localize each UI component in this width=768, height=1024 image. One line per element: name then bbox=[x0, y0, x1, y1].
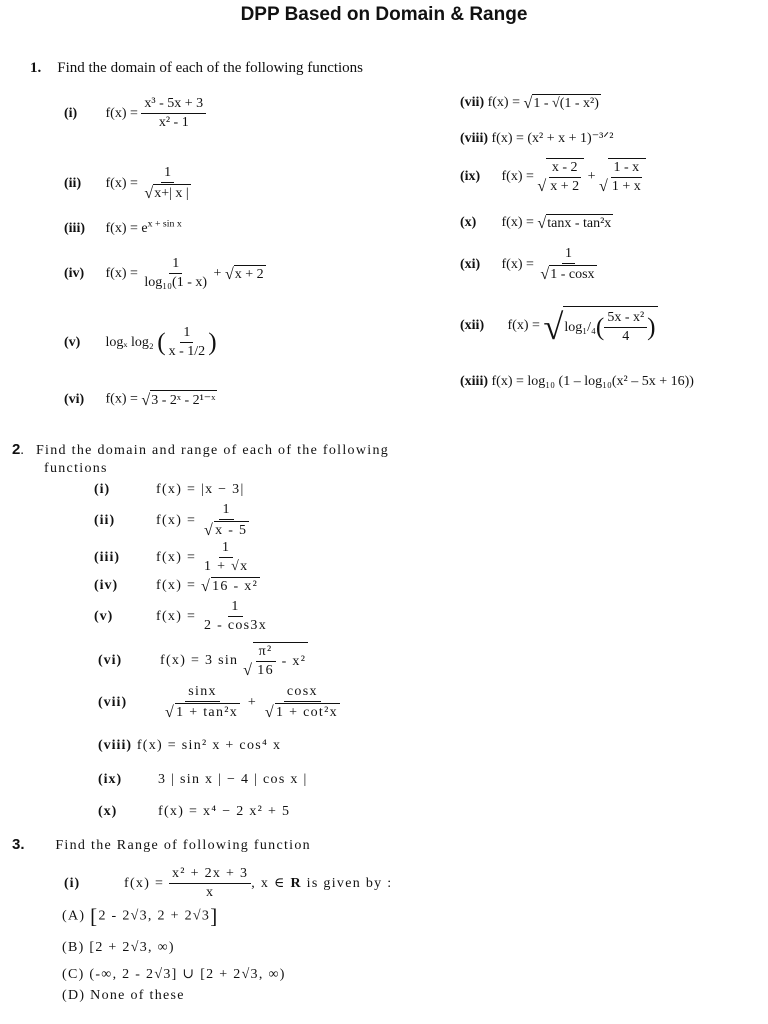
item-label: (v) bbox=[64, 334, 81, 350]
q2-item-vi bbox=[98, 642, 308, 679]
radical-sign-icon: √ bbox=[224, 265, 234, 283]
square-root bbox=[537, 214, 613, 232]
q1-item-xiii bbox=[460, 374, 694, 390]
fraction bbox=[166, 325, 209, 360]
exponent: x + sin x bbox=[147, 218, 182, 230]
fraction bbox=[162, 684, 243, 721]
expression: f(x) = x⁴ − 2 x² + 5 bbox=[158, 804, 291, 819]
expr-prefix: f(x) = bbox=[156, 549, 201, 565]
square-root bbox=[243, 642, 308, 679]
fraction bbox=[169, 866, 251, 901]
item-label: (x) bbox=[460, 215, 477, 231]
square-root bbox=[599, 158, 646, 195]
q3-option-d[interactable] bbox=[62, 988, 185, 1004]
fraction bbox=[547, 160, 582, 195]
denominator: x - 5 bbox=[215, 523, 248, 539]
radical-sign-icon: √ bbox=[537, 178, 547, 196]
q2-item-vii bbox=[98, 684, 343, 721]
expr-prefix: f(x) = bbox=[105, 105, 142, 121]
expr-prefix: f(x) = bbox=[156, 578, 201, 594]
item-label: (ix) bbox=[460, 168, 481, 184]
square-root bbox=[141, 390, 217, 409]
square-root bbox=[543, 306, 657, 345]
question-text: Find the Range of following function bbox=[55, 838, 311, 853]
expr-prefix: f(x) = 3 sin bbox=[160, 652, 244, 668]
item-label: (vii) bbox=[460, 95, 485, 111]
option-label: (D) bbox=[62, 988, 86, 1003]
q2-item-iii bbox=[94, 540, 251, 575]
real-numbers-set: R bbox=[290, 875, 302, 891]
radicand: 1 - √(1 - x²) bbox=[533, 96, 599, 111]
q2-item-x bbox=[98, 804, 290, 820]
radical-sign-icon: √ bbox=[537, 214, 547, 232]
item-label: (xiii) bbox=[460, 374, 488, 389]
item-label: (i) bbox=[94, 482, 111, 497]
square-root bbox=[537, 158, 584, 195]
option-label: (B) bbox=[62, 940, 85, 955]
item-label: (x) bbox=[98, 804, 118, 819]
item-label: (viii) bbox=[460, 131, 488, 146]
radicand: tanx - tan²x bbox=[547, 216, 612, 231]
item-label: (xi) bbox=[460, 256, 481, 272]
q2-item-viii bbox=[98, 738, 281, 754]
expr-prefix: f(x) = bbox=[105, 265, 142, 281]
expression: f(x) = (x² + x + 1)⁻³ᐟ² bbox=[491, 131, 614, 146]
fraction bbox=[201, 540, 251, 575]
denominator: 16 bbox=[257, 663, 274, 679]
item-label: (vi) bbox=[64, 391, 85, 407]
right-paren: ) bbox=[647, 313, 656, 341]
option-text: None of these bbox=[90, 988, 185, 1003]
radicand: x + 2 bbox=[234, 266, 264, 282]
fraction bbox=[604, 310, 647, 345]
denominator: x² - 1 bbox=[158, 115, 189, 131]
plus-sign: + bbox=[584, 168, 600, 184]
q1-item-ii bbox=[64, 165, 194, 202]
question-3-heading bbox=[12, 836, 311, 854]
q1-item-x bbox=[460, 214, 613, 232]
numerator: 1 bbox=[161, 165, 174, 183]
numerator: 1 bbox=[219, 502, 233, 520]
numerator: x - 2 bbox=[549, 160, 581, 178]
item-label: (iv) bbox=[64, 265, 85, 281]
denominator: 1 + x bbox=[611, 179, 641, 195]
radical-sign-icon: √ bbox=[141, 391, 151, 409]
fraction bbox=[141, 165, 193, 202]
item-label: (vii) bbox=[98, 694, 128, 710]
q3-option-b[interactable] bbox=[62, 940, 175, 956]
question-number: 2 bbox=[12, 441, 21, 458]
plus-sign: + bbox=[210, 265, 225, 281]
left-paren: ( bbox=[157, 328, 166, 356]
item-label: (i) bbox=[64, 875, 81, 891]
expr-prefix: f(x) = bbox=[124, 875, 169, 891]
expr-prefix: f(x) = bbox=[501, 215, 538, 231]
page-title: DPP Based on Domain & Range bbox=[240, 4, 528, 25]
square-root bbox=[201, 577, 260, 595]
numerator: sinx bbox=[185, 684, 220, 702]
numerator: 1 bbox=[219, 540, 233, 558]
numerator: 1 bbox=[169, 256, 182, 274]
denominator: 1 + tan²x bbox=[176, 705, 239, 721]
denominator: x+| x | bbox=[154, 186, 189, 202]
radical-sign-icon: √ bbox=[599, 178, 608, 196]
item-label: (ix) bbox=[98, 772, 123, 787]
numerator: 1 bbox=[180, 325, 193, 343]
fraction bbox=[201, 502, 252, 539]
denominator: 4 bbox=[622, 329, 630, 345]
q1-item-ix bbox=[460, 158, 646, 195]
expr-prefix: logₓ log₂ bbox=[105, 334, 154, 350]
radical-sign-icon: √ bbox=[243, 662, 254, 680]
numerator: 5x - x² bbox=[604, 310, 647, 328]
denominator: 1 + cot²x bbox=[275, 705, 338, 721]
question-text: Find the domain of each of the following functions bbox=[57, 60, 364, 76]
square-root bbox=[225, 265, 266, 283]
item-label: (iii) bbox=[64, 221, 85, 236]
expr-suffix: - x² bbox=[276, 653, 307, 669]
expression: f(x) = sin² x + cos⁴ x bbox=[136, 738, 282, 753]
question-number-dot: . bbox=[20, 443, 26, 458]
radical-sign-icon: √ bbox=[523, 94, 533, 112]
expr-suffix: is given by : bbox=[301, 875, 393, 891]
denominator: 2 - cos3x bbox=[203, 618, 268, 634]
q2-item-v bbox=[94, 599, 270, 634]
square-root bbox=[144, 184, 190, 202]
expr-suffix: , x ∈ bbox=[251, 875, 291, 891]
option-text: (-∞, 2 - 2√3] ∪ [2 + 2√3, ∞) bbox=[89, 967, 286, 982]
q1-item-xii bbox=[460, 306, 658, 345]
radical-sign-icon: √ bbox=[200, 577, 212, 595]
expr-prefix: f(x) = bbox=[156, 512, 201, 528]
q1-item-viii bbox=[460, 130, 613, 147]
fraction bbox=[609, 160, 644, 195]
square-root bbox=[540, 265, 596, 283]
option-text: 2 - 2√3, 2 + 2√3 bbox=[98, 908, 211, 924]
left-bracket: [ bbox=[90, 904, 99, 928]
q1-item-v bbox=[64, 325, 217, 360]
denominator: x + 2 bbox=[550, 179, 580, 195]
denominator: x - 1/2 bbox=[168, 344, 206, 360]
item-label: (vi) bbox=[98, 652, 123, 668]
radical-sign-icon: √ bbox=[165, 704, 176, 722]
item-label: (viii) bbox=[98, 738, 132, 753]
fraction bbox=[141, 96, 206, 131]
denominator: 1 + √x bbox=[203, 559, 249, 575]
numerator: 1 bbox=[562, 246, 575, 264]
question-number: 3. bbox=[12, 836, 25, 853]
square-root bbox=[524, 94, 601, 112]
expression: f(x) = log₁₀ (1 – log₁₀(x² – 5x + 16)) bbox=[491, 374, 694, 389]
expr-prefix: f(x) = e bbox=[105, 221, 148, 236]
square-root bbox=[204, 521, 249, 539]
numerator: x² + 2x + 3 bbox=[169, 866, 251, 884]
q2-item-iv bbox=[94, 577, 260, 595]
expr-prefix: f(x) = bbox=[507, 317, 544, 333]
radical-sign-icon: √ bbox=[203, 522, 215, 540]
expression: f(x) = |x − 3| bbox=[156, 482, 245, 497]
right-paren: ) bbox=[208, 328, 217, 356]
radical-sign-icon: √ bbox=[144, 185, 154, 203]
option-label: (A) bbox=[62, 908, 86, 924]
question-text: Find the domain and range of each of the following bbox=[35, 443, 390, 458]
item-label: (v) bbox=[94, 608, 114, 624]
denominator: 1 - cosx bbox=[550, 267, 595, 283]
q1-item-iii bbox=[64, 218, 182, 237]
q3-option-a[interactable] bbox=[62, 906, 218, 927]
question-2-heading bbox=[12, 441, 389, 459]
denominator: log₁₀(1 - x) bbox=[144, 275, 208, 291]
square-root bbox=[265, 703, 340, 721]
square-root bbox=[165, 703, 240, 721]
fraction bbox=[254, 644, 277, 679]
fraction bbox=[262, 684, 343, 721]
numerator: x³ - 5x + 3 bbox=[141, 96, 206, 114]
left-paren: ( bbox=[595, 313, 605, 341]
radical-sign-icon: √ bbox=[264, 704, 275, 722]
option-label: (C) bbox=[62, 967, 85, 982]
q1-item-iv bbox=[64, 256, 266, 291]
question-1-heading bbox=[30, 59, 363, 77]
expr-prefix: f(x) = bbox=[501, 256, 538, 272]
right-bracket: ] bbox=[210, 904, 219, 928]
q1-item-vi bbox=[64, 390, 217, 409]
expr-prefix: f(x) = bbox=[501, 168, 538, 184]
log-base: log₁/₄ bbox=[564, 319, 596, 335]
fraction bbox=[141, 256, 210, 291]
fraction bbox=[201, 599, 270, 634]
q2-item-ii bbox=[94, 502, 252, 539]
numerator: 1 - x bbox=[611, 160, 643, 178]
expr-prefix: f(x) = bbox=[105, 391, 142, 407]
item-label: (ii) bbox=[94, 512, 116, 528]
item-label: (ii) bbox=[64, 175, 82, 191]
q2-item-ix bbox=[98, 772, 308, 788]
q2-item-i bbox=[94, 482, 245, 498]
radical-sign-icon: √ bbox=[540, 266, 550, 284]
numerator: cosx bbox=[284, 684, 321, 702]
q1-item-vii bbox=[460, 94, 601, 112]
item-label: (iii) bbox=[94, 549, 120, 565]
plus-sign: + bbox=[243, 694, 262, 710]
q1-item-xi bbox=[460, 246, 600, 283]
expr-prefix: f(x) = bbox=[487, 95, 524, 111]
fraction bbox=[537, 246, 599, 283]
question-2-text-line2: functions bbox=[44, 461, 108, 476]
q3-option-c[interactable] bbox=[62, 966, 286, 983]
radicand: 16 - x² bbox=[212, 579, 259, 594]
expression: 3 | sin x | − 4 | cos x | bbox=[158, 772, 308, 787]
radical-sign-icon: √ bbox=[543, 306, 564, 347]
denominator: x bbox=[205, 885, 215, 901]
expr-prefix: f(x) = bbox=[156, 608, 201, 624]
question-number: 1. bbox=[30, 60, 42, 76]
item-label: (iv) bbox=[94, 578, 119, 594]
q3-item-i bbox=[64, 866, 392, 901]
radicand: 3 - 2ˣ - 2¹⁻ˣ bbox=[150, 390, 217, 409]
item-label: (i) bbox=[64, 105, 78, 121]
item-label: (xii) bbox=[460, 317, 485, 333]
numerator: π² bbox=[256, 644, 276, 662]
option-text: [2 + 2√3, ∞) bbox=[89, 940, 175, 955]
numerator: 1 bbox=[228, 599, 242, 617]
expr-prefix: f(x) = bbox=[105, 175, 142, 191]
q1-item-i bbox=[64, 96, 206, 131]
